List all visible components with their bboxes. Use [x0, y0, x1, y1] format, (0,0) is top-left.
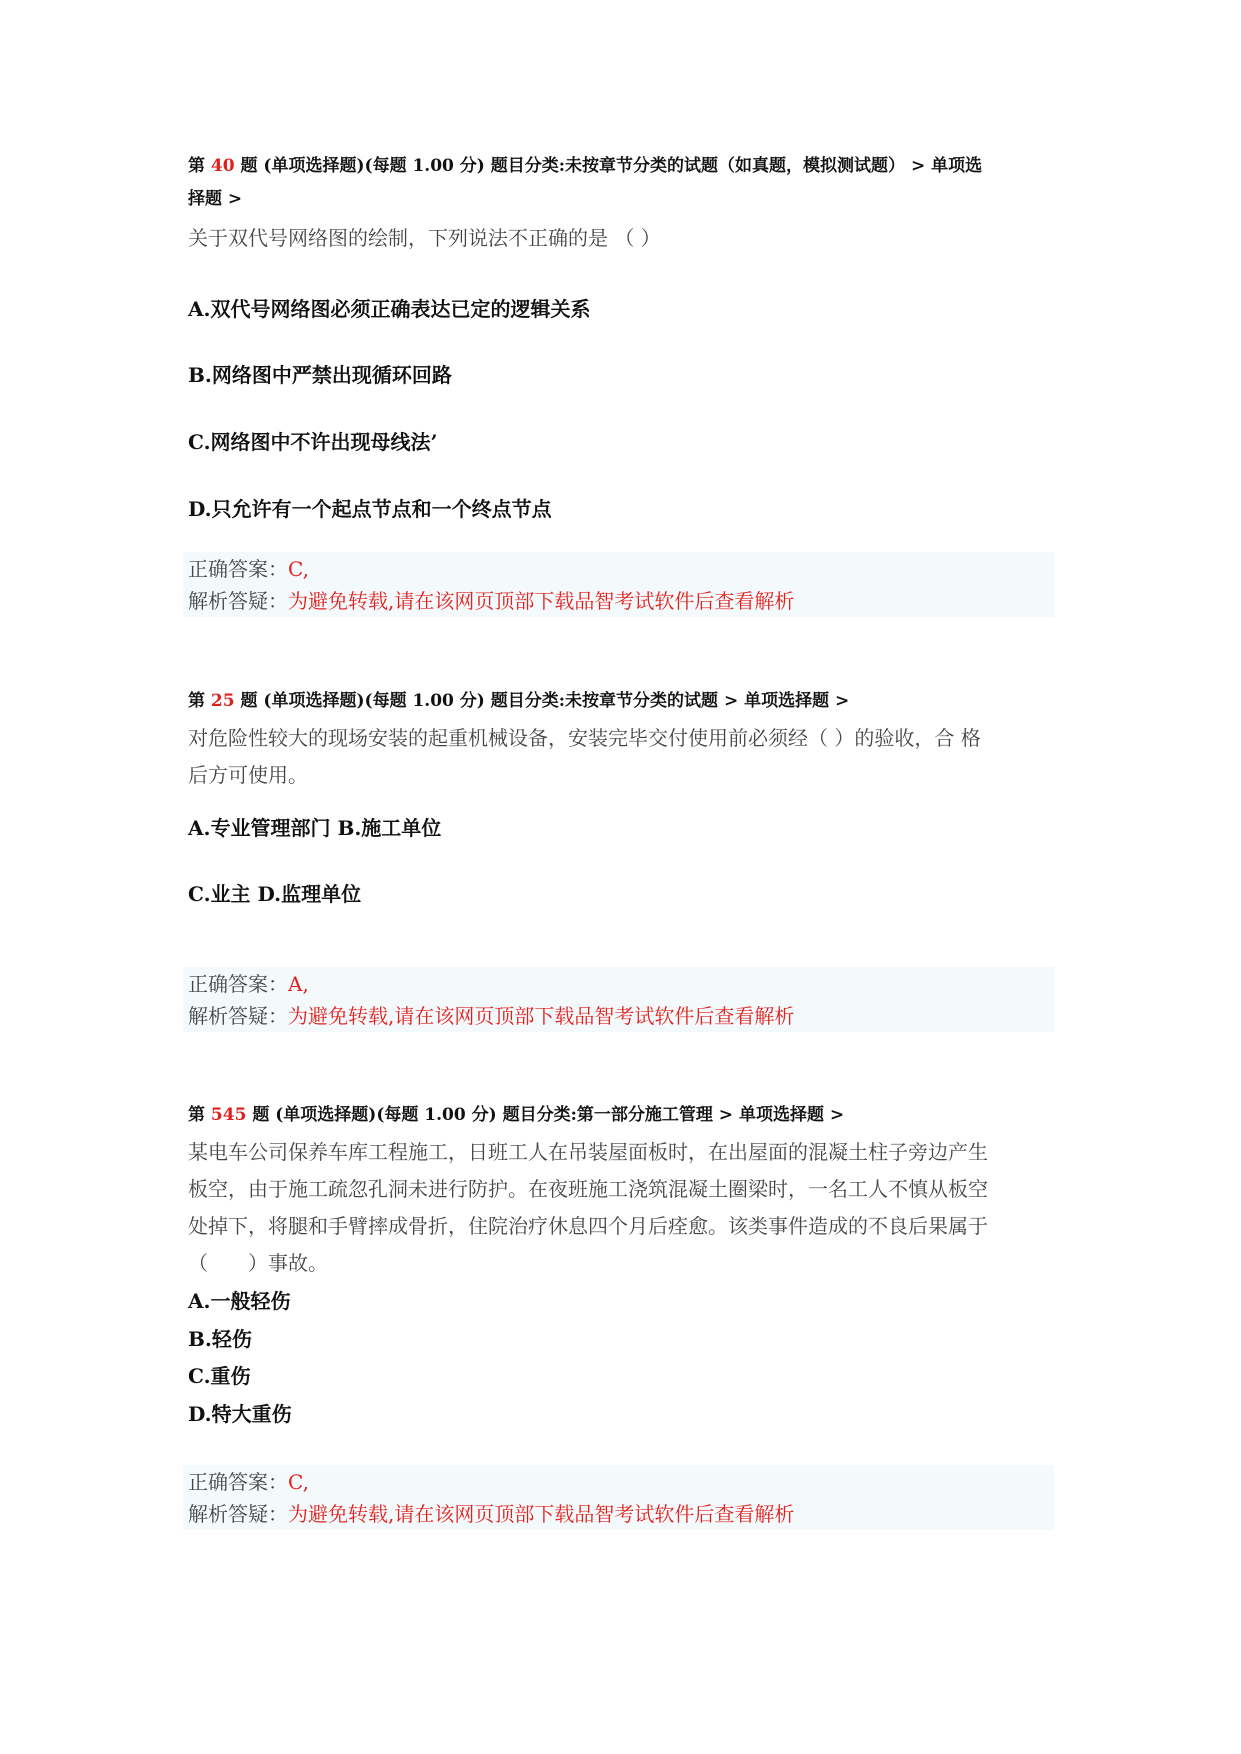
answer-label: 正确答案：	[188, 557, 288, 581]
header-prefix: 第	[188, 691, 205, 711]
option-a: A.双代号网络图必须正确表达已定的逻辑关系	[188, 297, 591, 321]
option-b: B.网络图中严禁出现循环回路	[188, 363, 452, 387]
answer-box	[183, 552, 1054, 617]
question-stem	[188, 1134, 1058, 1282]
analysis-label: 解析答疑：	[188, 1004, 288, 1028]
question-block-25	[188, 685, 1058, 1028]
correct-answer-row	[188, 553, 1054, 585]
option-row-ab: A.专业管理部门 B.施工单位	[188, 816, 442, 840]
answer-value: C,	[288, 557, 309, 581]
question-number: 545	[210, 1105, 247, 1125]
option-c: C.网络图中不许出现母线法’	[188, 430, 438, 454]
answer-value: A,	[288, 972, 309, 996]
stem-line-2: 板空，由于施工疏忽孔洞未进行防护。在夜班施工浇筑混凝土圈梁时，一名工人不慎从板空	[188, 1177, 988, 1201]
header-text: 题 (单项选择题)(每题 1.00 分) 题目分类:未按章节分类的试题 > 单项选择题 >	[240, 691, 850, 711]
correct-answer-row	[188, 968, 1054, 1000]
analysis-value: 为避免转载,请在该网页顶部下载品智考试软件后查看解析	[288, 589, 795, 613]
option-b: B.轻伤	[188, 1327, 252, 1351]
question-stem: 关于双代号网络图的绘制，下列说法不正确的是 （ ）	[188, 226, 661, 250]
stem-line-1: 某电车公司保养车库工程施工，日班工人在吊装屋面板时，在出屋面的混凝土柱子旁边产生	[188, 1140, 988, 1164]
option-row-cd: C.业主 D.监理单位	[188, 882, 362, 906]
question-header	[188, 1099, 1058, 1132]
header-prefix: 第	[188, 1105, 205, 1125]
answer-box	[183, 967, 1054, 1032]
analysis-label: 解析答疑：	[188, 589, 288, 613]
stem-line-3: 处掉下，将腿和手臂摔成骨折，住院治疗休息四个月后痊愈。该类事件造成的不良后果属于	[188, 1214, 988, 1238]
stem-line-1: 对危险性较大的现场安装的起重机械设备，安装完毕交付使用前必须经（ ）的验收，合 格	[188, 726, 981, 750]
analysis-row	[188, 1498, 1054, 1530]
question-block-545	[188, 1099, 1058, 1526]
answer-box	[183, 1465, 1054, 1530]
analysis-label: 解析答疑：	[188, 1502, 288, 1526]
header-prefix: 第	[188, 156, 205, 176]
analysis-row	[188, 1000, 1054, 1032]
analysis-row	[188, 585, 1054, 617]
correct-answer-row	[188, 1466, 1054, 1498]
option-a: A.一般轻伤	[188, 1289, 291, 1313]
question-stem	[188, 720, 1058, 794]
header-text-line2: 择题 >	[188, 189, 243, 209]
option-d: D.只允许有一个起点节点和一个终点节点	[188, 497, 552, 521]
stem-line-2: 后方可使用。	[188, 763, 308, 787]
option-c: C.重伤	[188, 1364, 251, 1388]
analysis-value: 为避免转载,请在该网页顶部下载品智考试软件后查看解析	[288, 1502, 795, 1526]
question-number: 25	[210, 691, 235, 711]
question-header	[188, 685, 1058, 718]
header-text-line1: 题 (单项选择题)(每题 1.00 分) 题目分类:未按章节分类的试题（如真题，模拟测试题） > 单项选	[240, 156, 983, 176]
stem-line-4: （ ）事故。	[188, 1251, 328, 1275]
question-number: 40	[210, 156, 235, 176]
header-text: 题 (单项选择题)(每题 1.00 分) 题目分类:第一部分施工管理 > 单项选择题 >	[252, 1105, 845, 1125]
answer-value: C,	[288, 1470, 309, 1494]
question-header	[188, 150, 1058, 216]
answer-label: 正确答案：	[188, 972, 288, 996]
question-block-40	[188, 150, 1058, 613]
answer-label: 正确答案：	[188, 1470, 288, 1494]
analysis-value: 为避免转载,请在该网页顶部下载品智考试软件后查看解析	[288, 1004, 795, 1028]
option-d: D.特大重伤	[188, 1402, 292, 1426]
